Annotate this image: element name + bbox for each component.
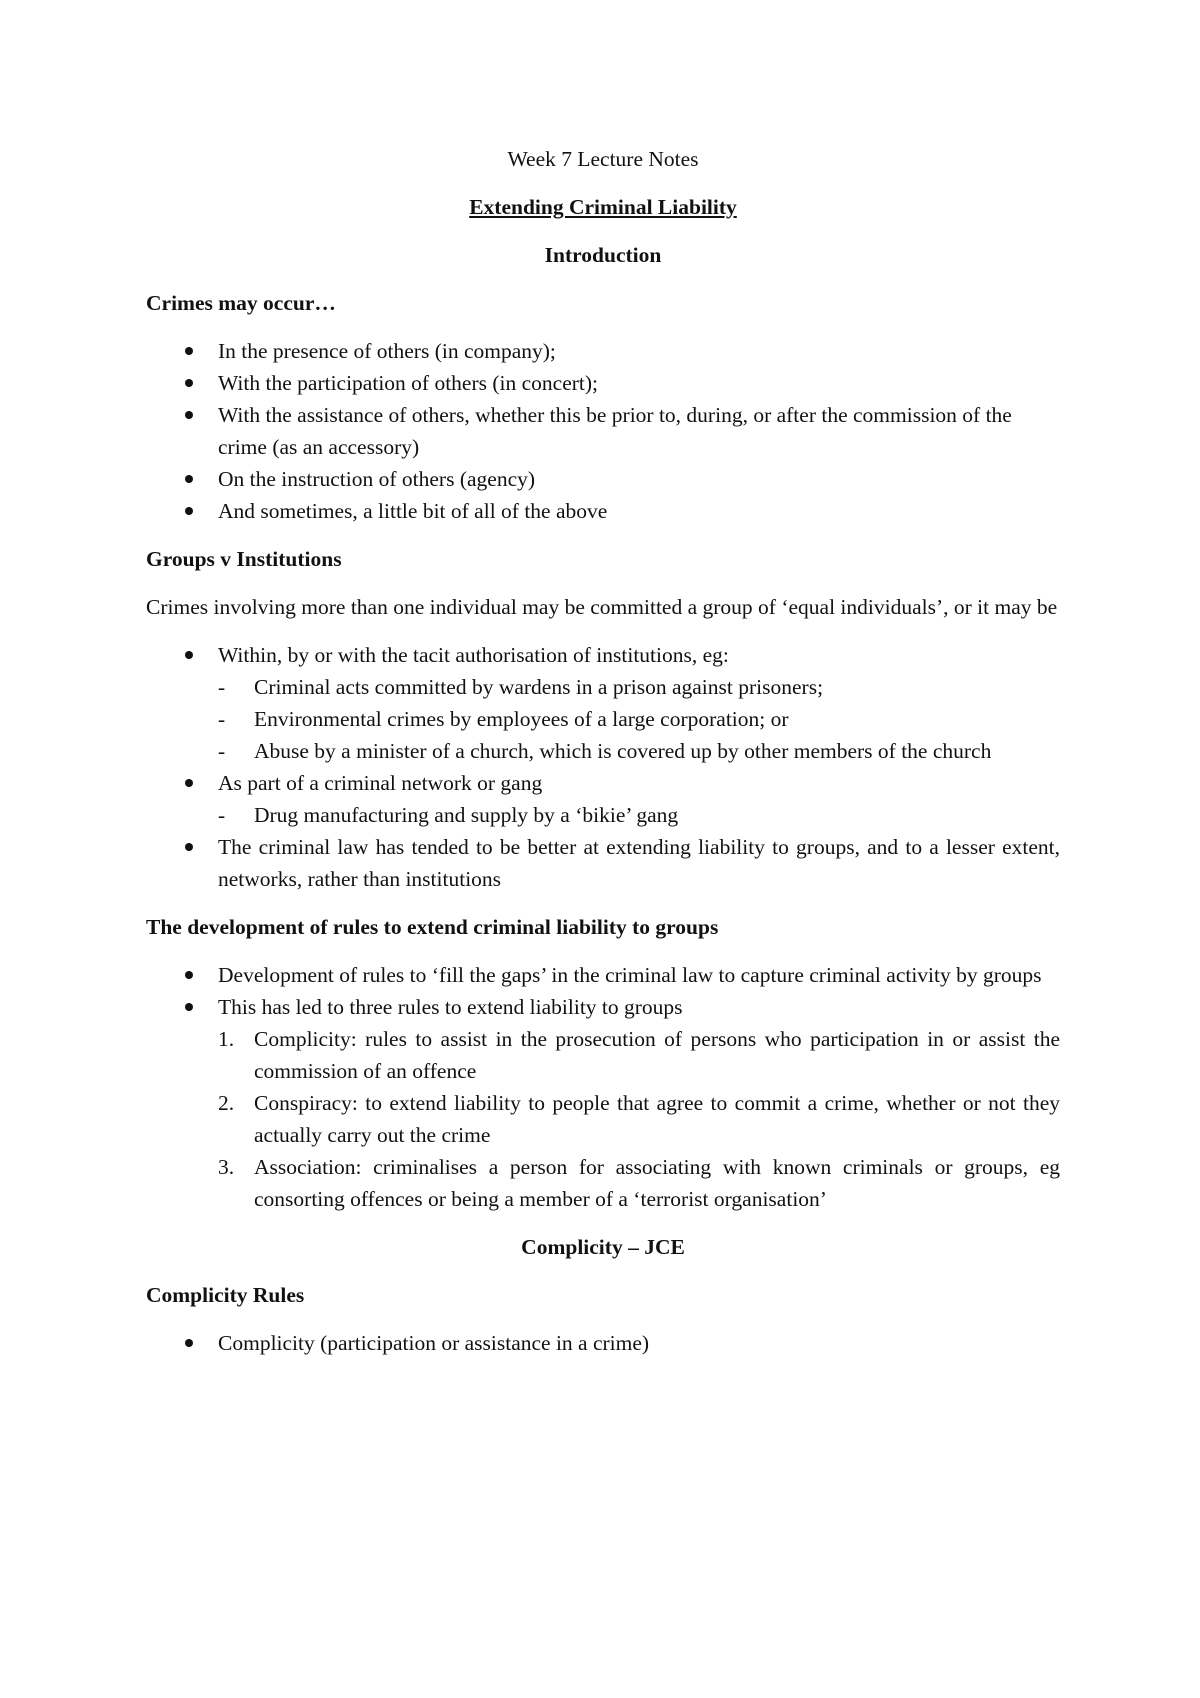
item-text: Conspiracy: to extend liability to people that agree to commit a crime, whether or not they actually carry out the crime bbox=[254, 1091, 1060, 1147]
sub-list-item: - Abuse by a minister of a church, which is covered up by other members of the church bbox=[218, 735, 1060, 767]
complicity-jce-heading: Complicity – JCE bbox=[521, 1235, 685, 1259]
three-rules-list bbox=[218, 1023, 1060, 1215]
complicity-rules-heading: Complicity Rules bbox=[146, 1283, 305, 1307]
list-item: The criminal law has tended to be better at extending liability to groups, and to a lesser extent, networks, rather than institutions bbox=[146, 831, 1060, 895]
document-content bbox=[146, 143, 1060, 1359]
list-item: With the assistance of others, whether this be prior to, during, or after the commission of the crime (as an accessory) bbox=[146, 399, 1060, 463]
list-item bbox=[146, 767, 1060, 831]
list-item bbox=[146, 639, 1060, 767]
sub-list-item: - Criminal acts committed by wardens in a prison against prisoners; bbox=[218, 671, 1060, 703]
development-heading: The development of rules to extend criminal liability to groups bbox=[146, 915, 719, 939]
item-text: Association: criminalises a person for associating with known criminals or groups, eg consorting offences or being a member of a ‘terrorist organisation’ bbox=[254, 1155, 1060, 1211]
list-item: In the presence of others (in company); bbox=[146, 335, 1060, 367]
main-title: Extending Criminal Liability bbox=[469, 195, 737, 219]
item-number: 2. bbox=[218, 1091, 235, 1115]
introduction-heading: Introduction bbox=[544, 243, 662, 267]
list-item: And sometimes, a little bit of all of the above bbox=[146, 495, 1060, 527]
institution-examples-list bbox=[218, 671, 1060, 767]
list-item: With the participation of others (in concert); bbox=[146, 367, 1060, 399]
crimes-may-occur-heading: Crimes may occur… bbox=[146, 291, 336, 315]
list-item-text: This has led to three rules to extend liability to groups bbox=[218, 995, 683, 1019]
groups-list bbox=[146, 639, 1060, 895]
sub-list-item: - Drug manufacturing and supply by a ‘bikie’ gang bbox=[218, 799, 1060, 831]
numbered-item bbox=[218, 1087, 1060, 1151]
groups-v-institutions-heading: Groups v Institutions bbox=[146, 547, 342, 571]
week-title: Week 7 Lecture Notes bbox=[507, 147, 699, 171]
list-item-text: Within, by or with the tacit authorisation of institutions, eg: bbox=[218, 643, 729, 667]
item-text: Complicity: rules to assist in the prosecution of persons who participation in or assist the commission of an offence bbox=[254, 1027, 1060, 1083]
sub-list-item: - Environmental crimes by employees of a large corporation; or bbox=[218, 703, 1060, 735]
item-number: 1. bbox=[218, 1027, 235, 1051]
numbered-item bbox=[218, 1023, 1060, 1087]
groups-paragraph: Crimes involving more than one individual may be committed a group of ‘equal individuals’, or it may be bbox=[146, 595, 1058, 619]
numbered-item bbox=[218, 1151, 1060, 1215]
list-item: Development of rules to ‘fill the gaps’ in the criminal law to capture criminal activity by groups bbox=[146, 959, 1060, 991]
item-number: 3. bbox=[218, 1155, 235, 1179]
crimes-may-occur-list bbox=[146, 335, 1060, 527]
list-item-text: As part of a criminal network or gang bbox=[218, 771, 543, 795]
complicity-list bbox=[146, 1327, 1060, 1359]
network-examples-list bbox=[218, 799, 1060, 831]
development-list bbox=[146, 959, 1060, 1215]
list-item: On the instruction of others (agency) bbox=[146, 463, 1060, 495]
list-item: Complicity (participation or assistance in a crime) bbox=[146, 1327, 1060, 1359]
list-item bbox=[146, 991, 1060, 1215]
